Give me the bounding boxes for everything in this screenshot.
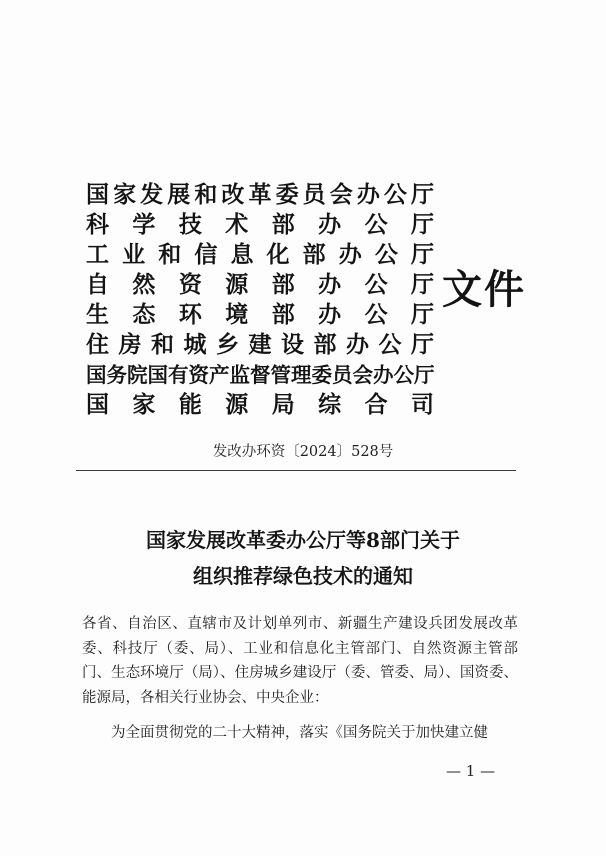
issuer-sasac: 国务院国有资产监督管理委员会办公厅	[86, 363, 435, 387]
document-body	[82, 612, 518, 760]
issuer-mohurd: 住房和城乡建设部办公厅	[86, 331, 434, 358]
page-number: — 1 —	[446, 762, 496, 780]
title-line-1: 国家发展改革委办公厅等8部门关于	[146, 528, 460, 552]
opening-paragraph: 为全面贯彻党的二十大精神，落实《国务院关于加快建立健	[111, 725, 488, 741]
header-divider	[76, 470, 516, 471]
title-line-2: 组织推荐绿色技术的通知	[193, 564, 413, 588]
recipients-paragraph: 各省、自治区、直辖市及计划单列市、新疆生产建设兵团发展改革委、科技厅（委、局）、工业和信息化主管部门、自然资源主管部门、生态环境厅（局）、住房城乡建设厅（委、管委、局）、国资委、能源局，各相关行业协会、中央企业：	[82, 616, 518, 706]
issuer-nea: 国家能源局综合司	[86, 391, 434, 418]
issuer-miit: 工业和信息化部办公厅	[86, 241, 434, 268]
document-number: 发改办环资〔2024〕528号	[212, 444, 394, 460]
issuing-agencies	[86, 180, 434, 420]
issuer-ndrc: 国家发展和改革委员会办公厅	[86, 181, 434, 208]
document-title	[0, 522, 606, 594]
issuer-mnr: 自然资源部办公厅	[86, 271, 434, 298]
issuer-most: 科学技术部办公厅	[86, 211, 434, 238]
document-label: 文件	[442, 266, 526, 313]
issuer-mee: 生态环境部办公厅	[86, 301, 434, 328]
